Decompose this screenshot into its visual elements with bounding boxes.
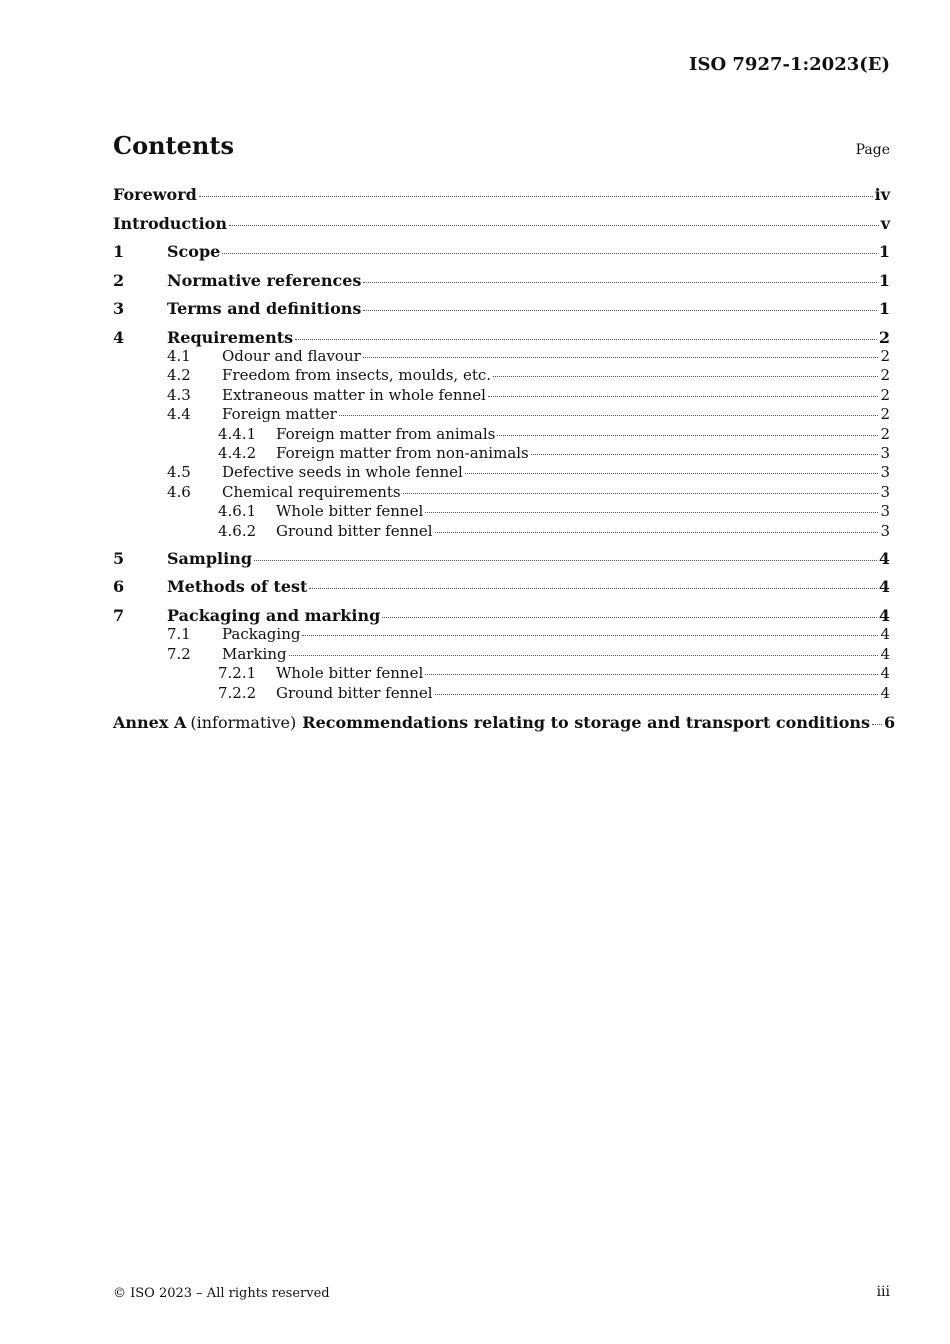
toc-entry-number: 5 xyxy=(113,548,125,568)
toc-entry-number: 7 xyxy=(113,605,125,625)
toc-entry-page: 2 xyxy=(880,405,890,424)
annex-title: Recommendations relating to storage and transport conditions xyxy=(302,712,871,732)
toc-entry-title: Introduction xyxy=(113,213,227,233)
toc-entry-title: Normative references xyxy=(167,270,362,290)
toc-entry-ground-bitter-fennel[interactable] xyxy=(113,522,890,541)
toc-entry-chemical-requirements[interactable] xyxy=(113,483,890,502)
toc-entry-foreign-matter[interactable] xyxy=(113,405,890,424)
toc-entry-number: 4.1 xyxy=(167,347,191,365)
toc-entry-page: 1 xyxy=(878,242,890,261)
toc-entry-number: 3 xyxy=(113,299,125,318)
toc-entry-title: Sampling xyxy=(167,548,253,568)
toc-entry-title: Packaging xyxy=(222,625,301,644)
toc-entry-foreword[interactable] xyxy=(113,185,890,214)
toc-entry-number: 4.6.2 xyxy=(218,521,257,540)
toc-entry-number: 7.2.2 xyxy=(218,683,257,702)
toc-entry-number: 6 xyxy=(113,577,125,597)
toc-entry-number: 4.4.2 xyxy=(218,443,257,462)
toc-entry-page: 4 xyxy=(878,605,890,625)
toc-entry-title: Foreign matter from non-animals xyxy=(276,443,529,462)
toc-entry-number: 4.4 xyxy=(167,405,191,424)
toc-entry-title: Chemical requirements xyxy=(222,482,401,501)
document-id: ISO 7927-1:2023(E) xyxy=(689,54,890,75)
toc-entry-title: Methods of test xyxy=(167,577,308,597)
toc-entry-title: Odour and flavour xyxy=(222,347,361,365)
toc-entry-page: 3 xyxy=(880,463,890,482)
toc-entry-page: 2 xyxy=(880,366,890,385)
toc-entry-page: 3 xyxy=(880,521,890,540)
toc-entry-title: Freedom from insects, moulds, etc. xyxy=(222,366,492,385)
toc-entry-odour-flavour[interactable] xyxy=(113,347,890,366)
toc-entry-number: 7.2 xyxy=(167,644,191,663)
toc-entry-foreign-matter-animals[interactable] xyxy=(113,425,890,444)
toc-entry-packaging[interactable] xyxy=(113,625,890,644)
toc-entry-number: 7.1 xyxy=(167,625,191,644)
toc-entry-number: 7.2.1 xyxy=(218,664,257,683)
toc-entry-normative-references[interactable] xyxy=(113,271,890,300)
toc-entry-page: 4 xyxy=(880,625,890,644)
toc-entry-terms-definitions[interactable] xyxy=(113,299,890,328)
toc-entry-page: 1 xyxy=(878,270,890,290)
toc-entry-title: Defective seeds in whole fennel xyxy=(222,463,463,482)
toc-entry-number: 2 xyxy=(113,270,125,290)
toc-entry-page: 4 xyxy=(880,644,890,663)
toc-entry-page: v xyxy=(880,213,890,233)
toc-entry-number: 4.5 xyxy=(167,463,191,482)
toc-entry-page: 3 xyxy=(880,482,890,501)
toc-entry-title: Packaging and marking xyxy=(167,605,381,625)
toc-entry-title: Ground bitter fennel xyxy=(276,683,433,702)
toc-entry-title: Scope xyxy=(167,242,221,261)
toc-entry-page: iv xyxy=(874,185,890,204)
toc-entry-defective-seeds[interactable] xyxy=(113,463,890,482)
annex-type: (informative) xyxy=(190,712,297,732)
toc-entry-marking[interactable] xyxy=(113,645,890,664)
toc-entry-page: 4 xyxy=(880,664,890,683)
toc-entry-page: 4 xyxy=(880,683,890,702)
toc-entry-methods-of-test[interactable] xyxy=(113,577,890,606)
toc-entry-title: Foreword xyxy=(113,185,197,204)
table-of-contents xyxy=(113,185,896,741)
toc-entry-page: 1 xyxy=(878,299,890,318)
toc-entry-number: 4.3 xyxy=(167,385,191,404)
toc-entry-freedom-insects[interactable] xyxy=(113,366,890,385)
toc-entry-number: 1 xyxy=(113,242,125,261)
toc-entry-scope[interactable] xyxy=(113,242,890,271)
toc-entry-title: Marking xyxy=(222,644,287,663)
toc-entry-number: 4.6.1 xyxy=(218,502,257,521)
toc-entry-title: Ground bitter fennel xyxy=(276,521,433,540)
toc-entry-page: 2 xyxy=(880,424,890,443)
page-number: iii xyxy=(876,1284,890,1300)
contents-heading: Contents xyxy=(113,131,234,160)
toc-entry-page: 2 xyxy=(878,327,890,347)
toc-entry-page: 4 xyxy=(878,548,890,568)
page-column-label: Page xyxy=(855,142,890,158)
toc-entry-foreign-matter-non-animals[interactable] xyxy=(113,444,890,463)
toc-entry-extraneous-matter[interactable] xyxy=(113,386,890,405)
toc-entry-marking-ground-bitter-fennel[interactable] xyxy=(113,684,890,703)
toc-entry-number: 4.6 xyxy=(167,482,191,501)
annex-prefix: Annex A xyxy=(113,712,187,732)
toc-entry-sampling[interactable] xyxy=(113,549,890,578)
toc-entry-title: Requirements xyxy=(167,327,294,347)
copyright-notice: © ISO 2023 – All rights reserved xyxy=(113,1286,330,1301)
toc-entry-marking-whole-bitter-fennel[interactable] xyxy=(113,664,890,683)
toc-entry-page: 2 xyxy=(880,385,890,404)
toc-entry-page: 3 xyxy=(880,502,890,521)
toc-entry-page: 3 xyxy=(880,443,890,462)
toc-entry-title: Whole bitter fennel xyxy=(276,502,424,521)
toc-entry-number: 4 xyxy=(113,327,125,347)
toc-entry-title: Whole bitter fennel xyxy=(276,664,424,683)
toc-entry-number: 4.4.1 xyxy=(218,424,257,443)
toc-entry-title: Extraneous matter in whole fennel xyxy=(222,385,486,404)
toc-entry-title: Foreign matter from animals xyxy=(276,424,496,443)
toc-entry-title: Foreign matter xyxy=(222,405,337,424)
toc-entry-page: 6 xyxy=(884,712,896,732)
toc-entry-page: 2 xyxy=(880,347,890,365)
toc-entry-number: 4.2 xyxy=(167,366,191,385)
toc-entry-introduction[interactable] xyxy=(113,214,890,243)
toc-entry-annex-a[interactable] xyxy=(113,712,896,742)
toc-entry-title: Terms and definitions xyxy=(167,299,362,318)
toc-entry-page: 4 xyxy=(878,577,890,597)
toc-entry-whole-bitter-fennel[interactable] xyxy=(113,502,890,521)
